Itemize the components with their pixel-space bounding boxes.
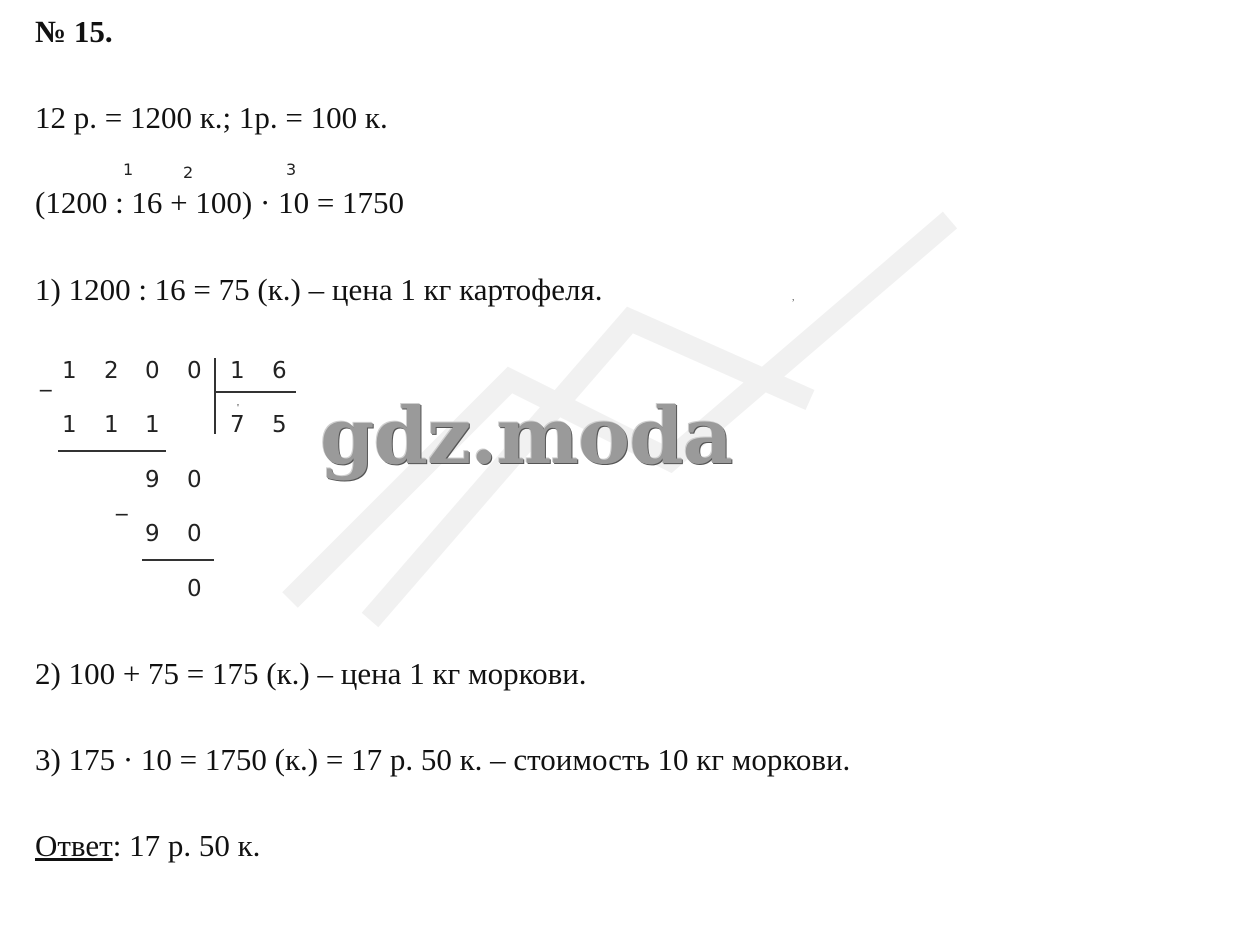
- subtraction-line-2: [142, 559, 214, 561]
- answer-label: Ответ: [35, 828, 113, 863]
- dividend-digit: 0: [145, 358, 160, 384]
- expression-line: (1200 : 16 + 100) · 10 = 1750: [35, 185, 405, 220]
- remainder-digit: 9: [145, 467, 160, 493]
- minus-sign-2: _: [116, 490, 128, 516]
- minus-sign-1: _: [40, 366, 52, 392]
- subtrahend-digit: 0: [187, 521, 202, 547]
- step-3: 3) 175 · 10 = 1750 (к.) = 17 р. 50 к. – стоимость 10 кг моркови.: [35, 742, 851, 777]
- divisor-digit: 6: [272, 358, 287, 384]
- step-2: 2) 100 + 75 = 175 (к.) – цена 1 кг моркови.: [35, 656, 587, 691]
- dividend-digit: 1: [62, 358, 77, 384]
- order-mark-1: 1: [123, 160, 134, 179]
- check-tick: ': [237, 402, 239, 414]
- subtrahend-digit: 9: [145, 521, 160, 547]
- remainder-digit: 0: [187, 467, 202, 493]
- problem-number: № 15.: [35, 14, 113, 49]
- step-1: 1) 1200 : 16 = 75 (к.) – цена 1 кг картофеля.: [35, 272, 603, 307]
- stray-mark: ,: [792, 292, 795, 303]
- quotient-digit: 7: [230, 412, 245, 438]
- answer-value: : 17 р. 50 к.: [112, 828, 261, 863]
- conversion-line: 12 р. = 1200 к.; 1р. = 100 к.: [35, 100, 388, 135]
- final-remainder: 0: [187, 576, 202, 602]
- dividend-digit: 0: [187, 358, 202, 384]
- subtrahend-digit: 1: [145, 412, 160, 438]
- order-mark-2: 2: [183, 163, 194, 182]
- order-mark-3: 3: [286, 160, 297, 179]
- subtrahend-digit: 1: [62, 412, 77, 438]
- subtraction-line-1: [58, 450, 166, 452]
- answer-line: [35, 830, 260, 861]
- subtrahend-digit: 1: [104, 412, 119, 438]
- division-vertical-line: [214, 358, 216, 434]
- quotient-digit: 5: [272, 412, 287, 438]
- watermark-logo: gdz.moda: [320, 391, 733, 482]
- division-horizontal-line: [214, 391, 296, 393]
- dividend-digit: 2: [104, 358, 119, 384]
- divisor-digit: 1: [230, 358, 245, 384]
